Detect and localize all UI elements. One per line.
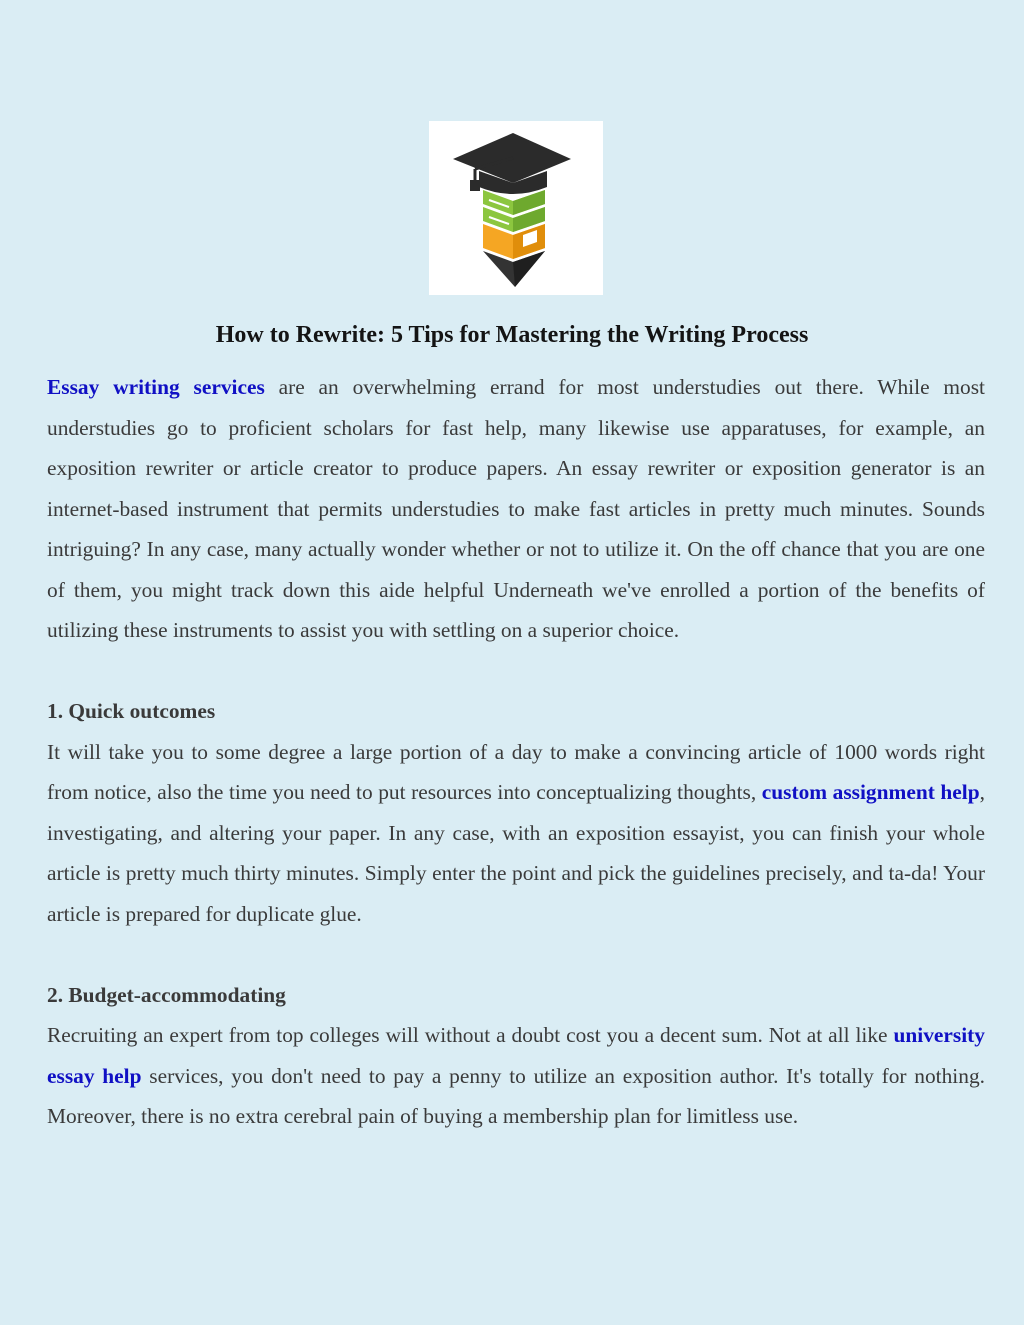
section-quick-outcomes — [47, 691, 985, 934]
university-essay-help-link[interactable]: university essay help — [47, 1023, 985, 1088]
section-paragraph — [47, 732, 985, 935]
section-heading: 2. Budget-accommodating — [47, 982, 286, 1007]
section-heading: 1. Quick outcomes — [47, 699, 216, 723]
intro-text: are an overwhelming errand for most understudies out there. While most understudies go to proficient scholars for fast help, many likewise use apparatuses, for example, an exposition rewriter or article creator to produce papers. An essay rewriter or exposition generator is an internet-based instrument that permits understudies to make fast articles in pretty much minutes. Sounds intriguing? In any case, many actually wonder whether or not to utilize it. On the off chance that you are one of them, you might track down this aide helpful Underneath we've enrolled a portion of the benefits of utilizing these instruments to assist you with settling on a superior choice. — [47, 375, 985, 642]
intro-paragraph — [47, 367, 985, 651]
section-budget-accommodating — [47, 975, 985, 1137]
section-text-after: , investigating, and altering your paper. In any case, with an exposition essayist, you can finish your whole article is pretty much thirty minutes. Simply enter the point and pick the guidelines precisely, and ta-da! Your article is prepared for duplicate glue. — [47, 780, 985, 926]
logo — [429, 121, 603, 295]
article-body — [47, 367, 985, 1137]
section-text-before: It will take you to some degree a large portion of a day to make a convincing article of 1000 words right from notice, also the time you need to put resources into conceptualizing thoughts, — [47, 739, 985, 804]
section-paragraph — [47, 1015, 985, 1137]
section-text-after: services, you don't need to pay a penny to utilize an exposition author. It's totally for nothing. Moreover, there is no extra cerebral pain of buying a membership plan for limitless use. — [47, 1063, 985, 1128]
graduation-cap-pencil-books-icon — [429, 121, 603, 295]
custom-assignment-help-link[interactable]: custom assignment help — [761, 780, 980, 804]
section-text-before: Recruiting an expert from top colleges will without a doubt cost you a decent sum. Not at all like — [47, 1023, 894, 1047]
page-title: How to Rewrite: 5 Tips for Mastering the Writing Process — [215, 322, 809, 348]
essay-writing-services-link[interactable]: Essay writing services — [47, 375, 265, 399]
